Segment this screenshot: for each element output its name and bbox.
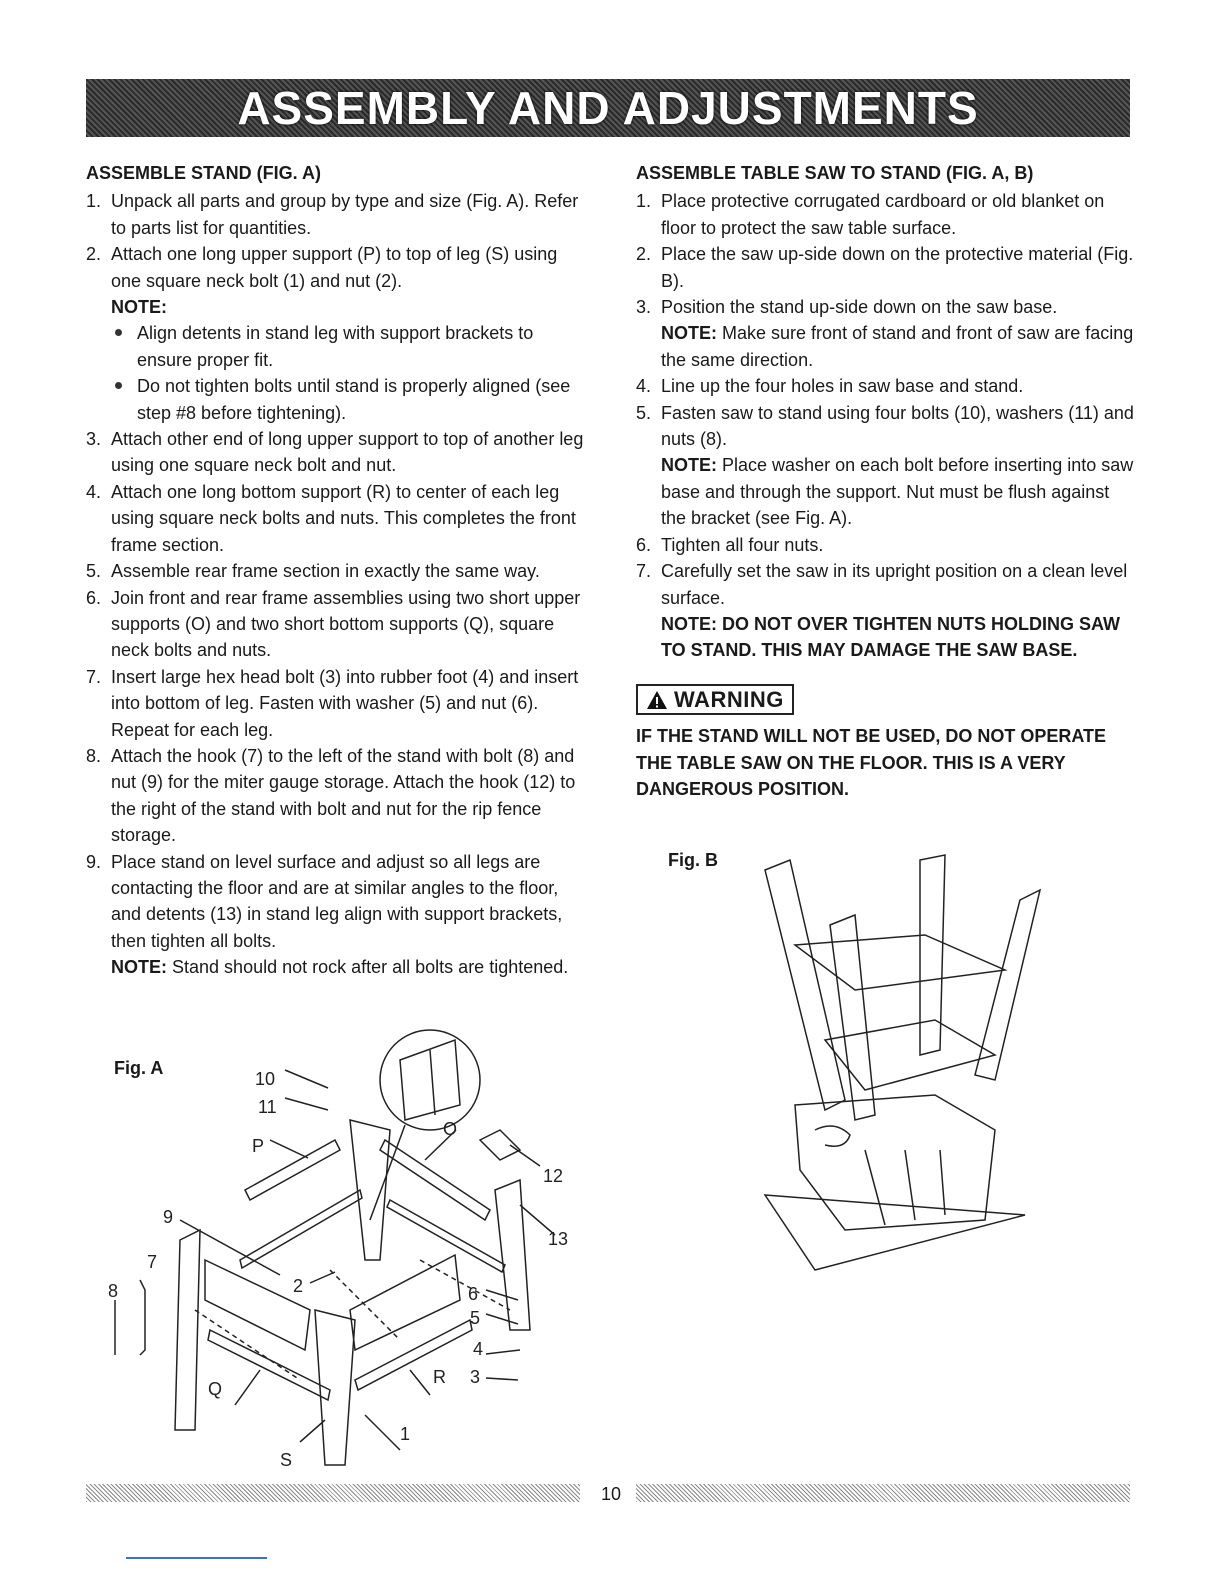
support-q-upper <box>205 1260 310 1350</box>
bullet-item: Do not tighten bolts until stand is properly aligned (see step #8 before tightening). <box>111 373 586 426</box>
saw-handle <box>815 1126 850 1146</box>
note-label: NOTE: <box>111 957 167 978</box>
list-item <box>636 373 1136 399</box>
list-item <box>86 479 586 558</box>
callout-1: 1 <box>400 1424 411 1444</box>
callout-5: 5 <box>470 1308 481 1328</box>
step-number: 4. <box>86 481 102 502</box>
fig-a-label: Fig. A <box>114 1058 164 1078</box>
footer-bar-left <box>86 1484 580 1502</box>
step-number: 1. <box>86 191 102 212</box>
warning-text: IF THE STAND WILL NOT BE USED, DO NOT OPERATE THE TABLE SAW ON THE FLOOR. THIS IS A VERY DANGEROUS POSITION. <box>636 726 1107 800</box>
page-number: 10 <box>600 1484 622 1504</box>
step-number: 6. <box>86 587 102 608</box>
list-item <box>86 426 586 479</box>
support-back-bottom <box>240 1190 362 1268</box>
support-side-bottom <box>387 1200 505 1272</box>
warning-badge <box>636 684 794 715</box>
right-column <box>636 160 1136 803</box>
divider <box>126 1557 267 1559</box>
fig-a-diagram <box>100 1010 600 1480</box>
list-item <box>86 664 586 743</box>
callout-9: 9 <box>163 1207 174 1227</box>
step-text: Place stand on level surface and adjust so all legs are contacting the floor and are at similar angles to the floor, and detents (13) in stand leg align with support brackets, then tighten all bolts. <box>111 851 563 951</box>
callout-6: 6 <box>468 1284 479 1304</box>
callout-8: 8 <box>108 1281 119 1301</box>
detail-circle <box>380 1030 480 1130</box>
leg-upside-down-left <box>765 860 845 1110</box>
step-number: 7. <box>86 666 102 687</box>
fig-b-label: Fig. B <box>668 850 718 870</box>
step-number: 4. <box>636 376 652 397</box>
step-number: 7. <box>636 561 652 582</box>
step-number: 5. <box>636 402 652 423</box>
step-text: Place protective corrugated cardboard or old blanket on floor to protect the saw table surface. <box>661 191 1105 238</box>
callout-s: S <box>280 1450 293 1470</box>
step-text: Tighten all four nuts. <box>661 534 824 555</box>
callout-12: 12 <box>543 1166 564 1186</box>
note-bullets <box>111 320 586 426</box>
assemble-stand-steps <box>86 188 586 980</box>
step-text: Carefully set the saw in its upright position on a clean level surface. <box>661 561 1128 608</box>
leg-upside-down-back <box>920 855 945 1055</box>
list-item <box>636 188 1136 241</box>
leg-left <box>175 1230 200 1430</box>
step-text: Assemble rear frame section in exactly the same way. <box>111 561 540 582</box>
step-number: 3. <box>636 297 652 318</box>
list-item <box>636 400 1136 532</box>
assemble-stand-heading: ASSEMBLE STAND (FIG. A) <box>86 163 321 183</box>
step-text: Attach other end of long upper support to top of another leg using one square neck bolt and nut. <box>111 429 584 476</box>
step-number: 8. <box>86 745 102 766</box>
list-item <box>636 532 1136 558</box>
page-title: ASSEMBLY AND ADJUSTMENTS <box>237 82 979 134</box>
list-item <box>86 849 586 981</box>
callout-q: Q <box>208 1379 223 1399</box>
callout-3: 3 <box>470 1367 481 1387</box>
step-text: Line up the four holes in saw base and stand. <box>661 376 1024 397</box>
warning-label: WARNING <box>674 686 784 712</box>
footer-bar-right <box>636 1484 1130 1502</box>
step-text: Attach one long bottom support (R) to center of each leg using square neck bolts and nuts. This completes the front frame section. <box>111 481 576 555</box>
warning-icon <box>646 690 668 710</box>
note-text: Make sure front of stand and front of saw are facing the same direction. <box>661 323 1134 370</box>
step-number: 6. <box>636 534 652 555</box>
note-label: NOTE: <box>661 323 717 344</box>
leg-s <box>315 1310 355 1465</box>
support-front-upper <box>350 1255 460 1350</box>
caps-note: NOTE: DO NOT OVER TIGHTEN NUTS HOLDING SAW TO STAND. THIS MAY DAMAGE THE SAW BASE. <box>661 613 1120 661</box>
callout-7: 7 <box>147 1252 158 1272</box>
support-o <box>380 1140 490 1220</box>
step-text: Fasten saw to stand using four bolts (10), washers (11) and nuts (8). <box>661 402 1134 450</box>
step-number: 1. <box>636 191 652 212</box>
list-item <box>86 558 586 584</box>
step-text: Unpack all parts and group by type and size (Fig. A). Refer to parts list for quantities. <box>111 191 579 238</box>
leg-right <box>495 1180 530 1330</box>
upper-frame <box>795 935 1005 990</box>
step-number: 2. <box>86 244 102 265</box>
assemble-saw-steps <box>636 188 1136 663</box>
note-text: Stand should not rock after all bolts are tightened. <box>172 957 569 978</box>
callout-r: R <box>433 1367 446 1387</box>
step-text: Join front and rear frame assemblies using two short upper supports (O) and two short bottom supports (Q), square neck bolts and nuts. <box>111 587 581 661</box>
note-label: NOTE: <box>661 455 717 476</box>
callout-2: 2 <box>293 1276 304 1296</box>
callout-4: 4 <box>473 1339 484 1359</box>
list-item <box>86 241 586 426</box>
callout-11: 11 <box>258 1097 277 1117</box>
list-item <box>636 558 1136 664</box>
fig-b-diagram <box>755 850 1055 1280</box>
note-label: NOTE: <box>111 297 167 318</box>
step-text: Position the stand up-side down on the saw base. <box>661 297 1058 318</box>
list-item <box>86 743 586 849</box>
callout-10: 10 <box>255 1069 276 1089</box>
callout-p: P <box>252 1136 265 1156</box>
step-number: 9. <box>86 851 102 872</box>
support-q <box>208 1330 330 1400</box>
list-item <box>86 188 586 241</box>
step-number: 2. <box>636 244 652 265</box>
hook-7 <box>140 1280 145 1355</box>
support-r <box>355 1320 472 1390</box>
assemble-saw-heading: ASSEMBLE TABLE SAW TO STAND (FIG. A, B) <box>636 163 1034 183</box>
list-item <box>86 585 586 664</box>
step-text: Insert large hex head bolt (3) into rubber foot (4) and insert into bottom of leg. Fasten with washer (5) and nut (6). Repeat for each leg. <box>111 666 579 740</box>
list-item <box>636 294 1136 373</box>
callout-13: 13 <box>548 1229 569 1249</box>
step-number: 3. <box>86 429 102 450</box>
note-text: Place washer on each bolt before inserting into saw base and through the support. Nut must be flush against the bracket (see Fig. A). <box>661 455 1134 529</box>
step-text: Attach one long upper support (P) to top of leg (S) using one square neck bolt (1) and nut (2). <box>111 244 558 291</box>
hook-12 <box>480 1130 520 1160</box>
bullet-item: Align detents in stand leg with support brackets to ensure proper fit. <box>111 320 586 373</box>
step-text: Place the saw up-side down on the protective material (Fig. B). <box>661 244 1134 291</box>
callout-o: O <box>443 1119 458 1139</box>
list-item <box>636 241 1136 294</box>
leg-upside-down-right <box>975 890 1040 1080</box>
left-column <box>86 160 586 981</box>
step-number: 5. <box>86 561 102 582</box>
page-banner <box>86 79 1130 137</box>
step-text: Attach the hook (7) to the left of the stand with bolt (8) and nut (9) for the miter gauge storage. Attach the hook (12) to the right of the stand with bolt and nut for the rip fence storage. <box>111 745 576 846</box>
